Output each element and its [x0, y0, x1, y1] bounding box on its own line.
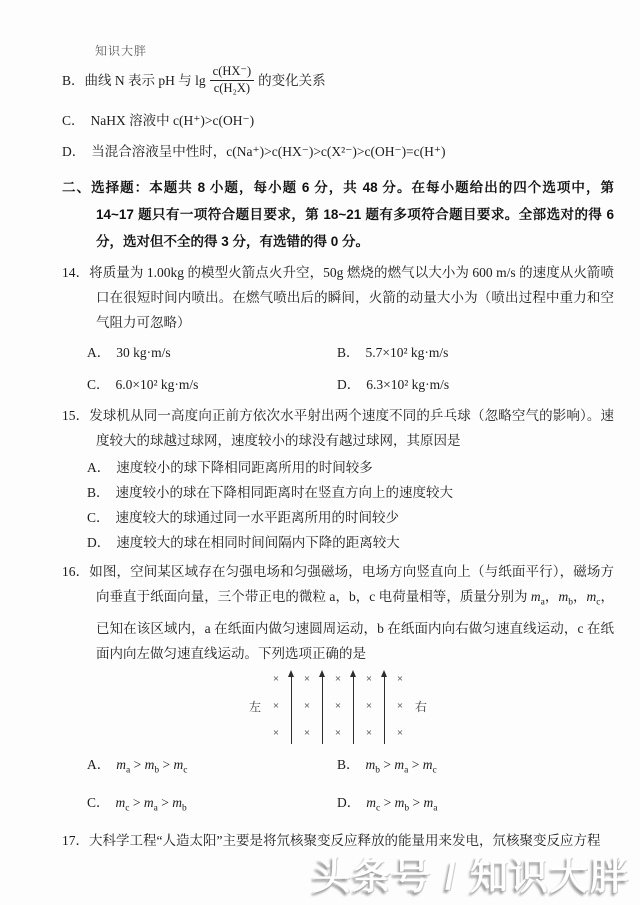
chem-option-c	[62, 108, 614, 133]
option-text: 速度较小的球下降相同距离所用的时间较多	[116, 460, 373, 475]
chem-option-b-prefix: 曲线 N 表示 pH 与 lg	[84, 72, 206, 88]
question-14	[62, 260, 614, 397]
question-15-option-a	[62, 455, 614, 480]
mass-symbol: m	[530, 589, 541, 604]
question-16-option-a	[87, 752, 337, 784]
mass-subscript: b	[181, 804, 187, 815]
figure-left-label: 左	[248, 700, 261, 715]
electric-field-up-arrow-icon	[322, 672, 323, 744]
chem-option-b-suffix: 的变化关系	[258, 72, 326, 88]
mass-subscript: b	[375, 765, 381, 776]
option-label: D．	[337, 795, 361, 811]
option-label: D．	[337, 377, 361, 392]
exam-content	[62, 62, 614, 857]
option-label: C．	[87, 795, 110, 811]
chem-option-b	[62, 62, 614, 106]
chem-option-d-label: D．	[62, 144, 86, 159]
mass-symbol: m	[365, 756, 376, 772]
question-16-option-c	[87, 790, 337, 822]
figure-field-region	[270, 670, 406, 746]
option-label: A．	[87, 460, 111, 475]
field-into-page-icon: ×	[365, 672, 373, 685]
option-text: 速度较小的球在下降相同距离时在竖直方向上的速度较大	[115, 485, 454, 500]
mass-symbol: m	[173, 756, 184, 772]
fraction-denominator: c(H₂X)	[213, 80, 251, 95]
mass-subscript: b	[404, 804, 410, 815]
option-label: D．	[87, 535, 111, 550]
question-16-figure	[62, 670, 614, 746]
electric-field-up-arrow-icon	[384, 672, 385, 744]
option-label: C．	[87, 510, 110, 525]
mass-symbol: m	[172, 795, 182, 811]
mass-subscript: c	[596, 597, 601, 608]
option-label: C．	[87, 377, 110, 392]
question-15-options	[62, 455, 614, 555]
question-14-options	[62, 340, 614, 397]
option-label: B．	[337, 345, 360, 360]
question-14-stem	[62, 260, 614, 335]
mass-subscript: b	[568, 597, 573, 608]
option-text: 速度较大的球在相同时间间隔内下降的距离较大	[116, 535, 400, 550]
question-17-number: 17．	[62, 833, 89, 849]
option-label: B．	[337, 756, 360, 772]
watermark-top: 知识大胖	[95, 44, 148, 58]
mass-subscript: c	[432, 765, 437, 776]
option-label: B．	[87, 485, 110, 500]
question-16-option-b	[337, 752, 614, 784]
question-16-options	[62, 752, 614, 822]
option-text: 5.7×10² kg·m/s	[365, 345, 449, 360]
field-into-page-icon: ×	[396, 672, 404, 685]
mass-symbol: m	[423, 795, 434, 811]
field-into-page-icon: ×	[303, 726, 311, 739]
mass-symbol: m	[394, 756, 405, 772]
chem-option-c-text: NaHX 溶液中 c(H⁺)>c(OH⁻)	[90, 113, 255, 128]
electric-field-up-arrow-icon	[353, 672, 354, 744]
mass-symbol: m	[144, 756, 155, 772]
mass-subscript: a	[540, 597, 545, 608]
question-15-stem	[62, 403, 614, 453]
field-into-page-icon: ×	[365, 699, 373, 712]
field-into-page-icon: ×	[334, 726, 342, 739]
option-text: 30 kg·m/s	[116, 345, 171, 360]
option-text: 速度较大的球通过同一水平距离所用的时间较少	[115, 510, 400, 525]
mass-subscript: a	[153, 804, 158, 815]
option-text: 6.0×10² kg·m/s	[115, 377, 199, 392]
mass-subscript: a	[404, 765, 409, 776]
mass-subscript: c	[376, 804, 381, 815]
question-15-option-c	[62, 505, 614, 530]
question-14-option-b	[337, 340, 614, 365]
question-14-option-d	[337, 372, 614, 397]
question-14-option-c	[87, 372, 337, 397]
chem-option-d-text: 当混合溶液呈中性时，c(Na⁺)>c(HX⁻)>c(X²⁻)>c(OH⁻)=c(H⁺)	[91, 144, 446, 159]
option-text: $m_c > m_a > m_b$	[115, 795, 187, 815]
question-17-text: 大科学工程“人造太阳”主要是将氘核聚变反应释放的能量用来发电，氘核聚变反应方程	[89, 833, 601, 849]
field-into-page-icon: ×	[396, 699, 404, 712]
question-16-number: 16．	[62, 564, 90, 579]
figure-right-label: 右	[415, 700, 428, 715]
option-label: A．	[87, 756, 111, 772]
field-into-page-icon: ×	[334, 699, 342, 712]
field-into-page-icon: ×	[303, 672, 311, 685]
fraction-numerator: c(HX⁻)	[210, 64, 255, 81]
chem-option-b-label: B．	[62, 72, 85, 88]
chem-option-c-label: C．	[62, 113, 85, 128]
mass-symbol: m	[143, 795, 154, 811]
option-text: $m_c > m_b > m_a$	[366, 795, 438, 815]
mass-symbol: m	[422, 756, 433, 772]
question-15	[62, 403, 614, 555]
mass-symbol: m	[394, 795, 405, 811]
chem-option-d	[62, 139, 614, 164]
mass-symbol: m	[115, 795, 126, 811]
watermark-bottom: 头条号 / 知识大胖	[312, 856, 630, 898]
mass-symbol: m	[558, 589, 569, 604]
question-16-text: 如图，空间某区域存在匀强电场和匀强磁场，电场方向竖直向上（与纸面平行），磁场方向垂直于纸面向量，三个带正电的微粒 a，b，c 电荷量相等，质量分别为 $m_a$，$m_b$，$m_c$，已知在该区域内，a 在纸面内做匀速圆周运动，b 在纸面内向右做匀速直线运动，c 在纸面内向左做匀速直线运动。下列选项正确的是	[89, 564, 615, 661]
question-15-option-d	[62, 530, 614, 555]
mass-subscript: a	[126, 765, 131, 776]
field-into-page-icon: ×	[365, 726, 373, 739]
field-into-page-icon: ×	[396, 726, 404, 739]
section-header: 二、选择题：本题共 8 小题，每小题 6 分，共 48 分。在每小题给出的四个选项中，第 14~17 题只有一项符合题目要求，第 18~21 题有多项符合题目要求。全部选对的得 6 分，选对但不全的得 3 分，有选错的得 0 分。	[62, 180, 614, 249]
option-label: A．	[87, 345, 111, 360]
question-16	[62, 559, 614, 822]
field-into-page-icon: ×	[272, 672, 280, 685]
question-15-number: 15．	[62, 408, 90, 423]
field-into-page-icon: ×	[334, 672, 342, 685]
question-14-option-a	[87, 340, 337, 365]
mass-subscript: c	[125, 804, 130, 815]
option-text: $m_a > m_b > m_c$	[116, 756, 188, 776]
field-into-page-icon: ×	[272, 726, 280, 739]
mass-subscript: a	[433, 804, 438, 815]
option-text: 6.3×10² kg·m/s	[366, 377, 450, 392]
mass-symbol: m	[586, 589, 597, 604]
electric-field-up-arrow-icon	[291, 672, 292, 744]
question-16-stem	[62, 559, 614, 666]
option-text: $m_b > m_a > m_c$	[365, 756, 437, 776]
fraction	[210, 64, 255, 96]
question-16-option-d	[337, 790, 614, 822]
question-14-text: 将质量为 1.00kg 的模型火箭点火升空，50g 燃烧的燃气以大小为 600 m/s 的速度从火箭喷口在很短时间内喷出。在燃气喷出后的瞬间，火箭的动量大小为（喷出过程中重力和空气阻力可忽略）	[89, 265, 615, 330]
field-into-page-icon: ×	[303, 699, 311, 712]
mass-symbol: m	[366, 795, 376, 811]
field-into-page-icon: ×	[272, 699, 280, 712]
mass-subscript: c	[183, 765, 188, 776]
question-15-text: 发球机从同一高度向正前方依次水平射出两个速度不同的乒乓球（忽略空气的影响）。速度较大的球越过球网，速度较小的球没有越过球网，其原因是	[89, 408, 615, 448]
question-14-number: 14．	[62, 265, 90, 280]
question-15-option-b	[62, 480, 614, 505]
mass-subscript: b	[154, 765, 160, 776]
mass-symbol: m	[116, 756, 126, 772]
